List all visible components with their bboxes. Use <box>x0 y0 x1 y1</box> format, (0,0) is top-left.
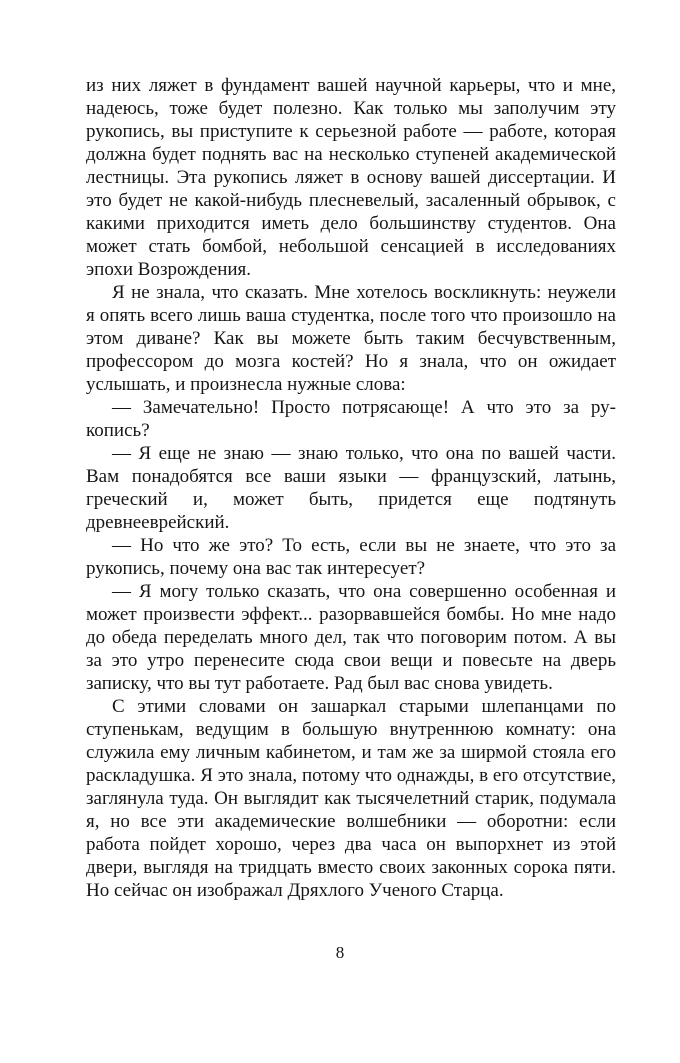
paragraph-4: — Я еще не знаю — знаю только, что она по вашей части. Вам понадобятся все ваши языки — французский, латынь, греческий и, может быть, придется еще подтянуть древнееврейский. <box>86 443 616 533</box>
paragraph-1: из них ляжет в фундамент вашей научной карьеры, что и мне, надеюсь, тоже будет полезно. Как только мы заполучим эту рукопись, вы приступите к серьезной работе — работе, которая должна будет поднять вас на несколько ступеней академической лестницы. Эта рукопись ляжет в основу вашей диссертации. И это будет не какой-нибудь плесневелый, засаленный обрывок, с какими приходится иметь дело большинству студентов. Она может стать бомбой, небольшой сенсацией в исследованиях эпохи Возрождения. <box>86 75 616 280</box>
paragraph-3: — Замечательно! Просто потрясающе! А что это за рукопись? <box>86 397 616 441</box>
paragraph-7: С этими словами он зашаркал старыми шлепанцами по ступенькам, ведущим в большую внутреннюю комнату: она служила ему личным кабинетом, и там же за ширмой стояла его раскладушка. Я это знала, потому что однажды, в его отсутствие, заглянула туда. Он выглядит как тысячелетний старик, подумала я, но все эти академические волшебники — оборотни: если работа пойдет хорошо, через два часа он выпорхнет из этой двери, выглядя на тридцать вместо своих законных сорока пяти. Но сейчас он изображал Дряхлого Ученого Старца. <box>86 696 616 901</box>
paragraph-2: Я не знала, что сказать. Мне хотелось воскликнуть: неужели я опять всего лишь ваша студентка, после того что произошло на этом диване? Как вы можете быть таким бесчувственным, профессором до мозга костей? Но я знала, что он ожидает услышать, и произнесла нужные слова: <box>86 282 616 395</box>
page-number: 8 <box>335 943 345 962</box>
paragraph-6: — Я могу только сказать, что она совершенно особенная и может произвести эффект... разорвавшейся бомбы. Но мне надо до обеда переделать много дел, так что поговорим потом. А вы за это утро перенесите сюда свои вещи и повесьте на дверь записку, что вы тут работаете. Рад был вас снова увидеть. <box>86 581 616 694</box>
paragraph-5: — Но что же это? То есть, если вы не знаете, что это за рукопись, почему она вас так интересует? <box>86 535 616 579</box>
body-text <box>86 74 616 902</box>
